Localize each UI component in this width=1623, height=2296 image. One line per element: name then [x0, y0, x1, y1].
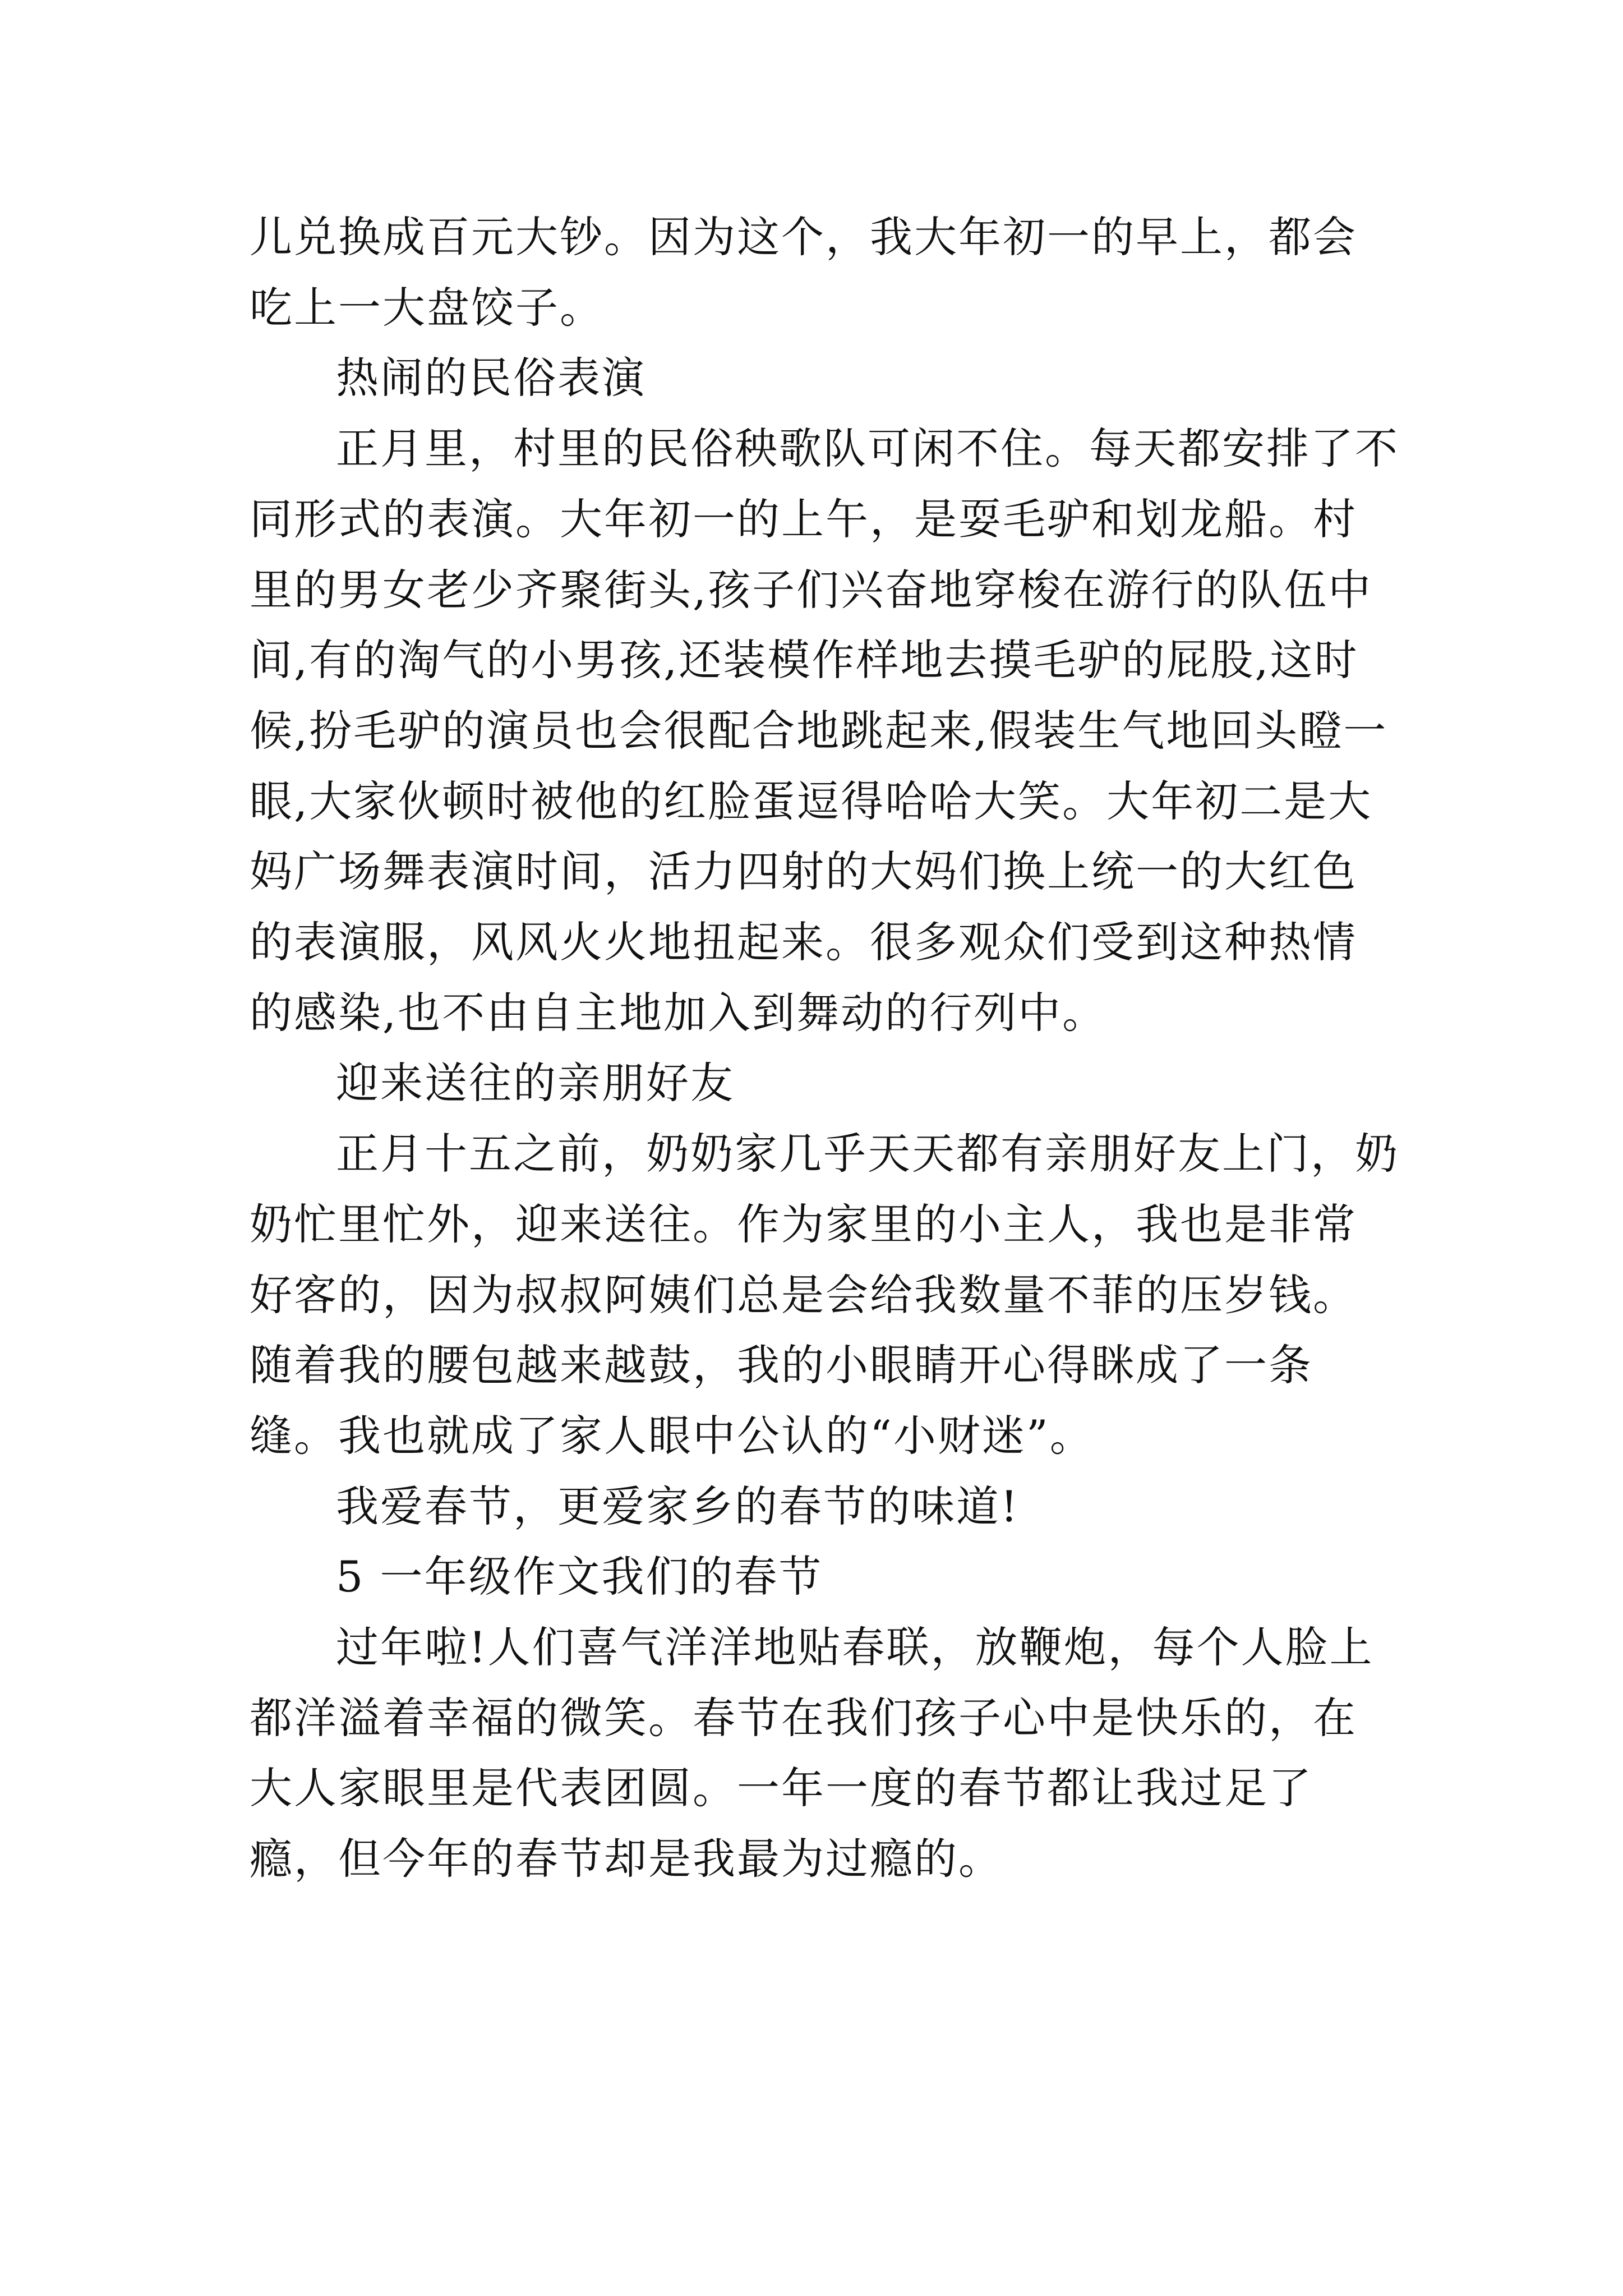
section-heading: 热闹的民俗表演: [336, 353, 646, 403]
paragraph: 儿兑换成百元大钞。因为这个，我大年初一的早上，都会吃上一大盘饺子。: [250, 212, 1357, 333]
essay-title: 5 一年级作文我们的春节: [336, 1552, 823, 1602]
paragraph: 我爱春节，更爱家乡的春节的味道!: [336, 1481, 1020, 1531]
paragraph: 正月十五之前，奶奶家几乎天天都有亲朋好友上门，奶奶忙里忙外，迎来送往。作为家里的小主人，我也是非常好客的，因为叔叔阿姨们总是会给我数量不菲的压岁钱。随着我的腰包越来越鼓，我的小眼睛开心得眯成了一条缝。我也就成了家人眼中公认的“小财迷”。: [250, 1129, 1399, 1461]
body-text: [250, 202, 1400, 1894]
paragraph: 过年啦!人们喜气洋洋地贴春联，放鞭炮，每个人脸上都洋溢着幸福的微笑。春节在我们孩子心中是快乐的，在大人家眼里是代表团圆。一年一度的春节都让我过足了瘾，但今年的春节却是我最为过瘾的。: [250, 1622, 1374, 1884]
paragraph: 正月里，村里的民俗秧歌队可闲不住。每天都安排了不同形式的表演。大年初一的上午，是耍毛驴和划龙船。村里的男女老少齐聚街头,孩子们兴奋地穿梭在游行的队伍中间,有的淘气的小男孩,还装模作样地去摸毛驴的屁股,这时候,扮毛驴的演员也会很配合地跳起来,假装生气地回头瞪一眼,大家伙顿时被他的红脸蛋逗得哈哈大笑。大年初二是大妈广场舞表演时间，活力四射的大妈们换上统一的大红色的表演服，风风火火地扭起来。很多观众们受到这种热情的感染,也不由自主地加入到舞动的行列中。: [250, 424, 1399, 1038]
section-heading: 迎来送往的亲朋好友: [336, 1058, 735, 1108]
